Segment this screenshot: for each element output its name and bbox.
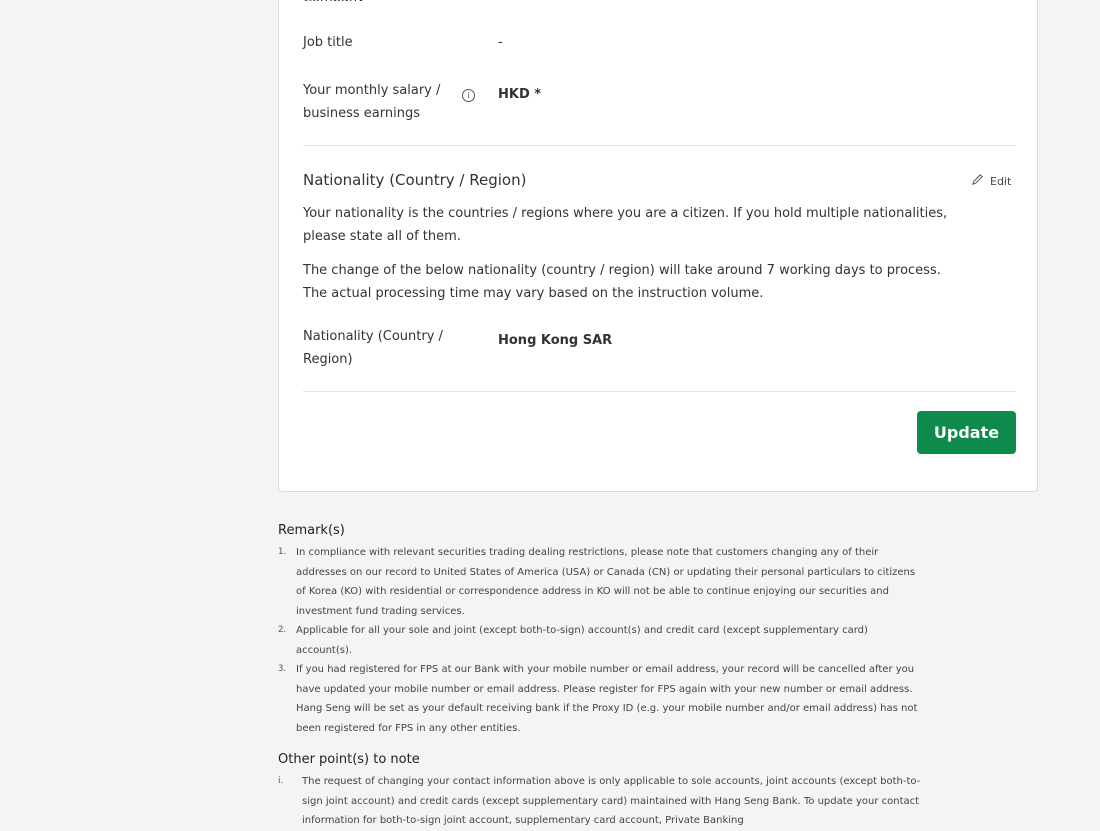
remarks-section (278, 523, 928, 738)
remark-item: 1. In compliance with relevant securities trading dealing restrictions, please note that customers changing any of their addresses on our record to United States of America (USA) or Canada (CN) or updating their personal particulars to citizens of Korea (KO) with residential or correspondence address in KO will not be able to continue enjoying our securities and investment fund trading services. (278, 547, 916, 617)
nationality-processing-note: The change of the below nationality (country / region) will take around 7 working days to process. The actual processing time may vary based on the instruction volume. (303, 263, 941, 301)
remark-item: 3. If you had registered for FPS at our Bank with your mobile number or email address, your record will be cancelled after you have updated your mobile number or email address. Please register for FPS again with your new number or email address. Hang Seng will be set as your default receiving bank if the Proxy ID (e.g. your mobile number and/or email address) has not been registered for FPS in any other entities. (278, 664, 918, 734)
other-points-section (278, 752, 938, 831)
divider (303, 145, 1016, 146)
update-button[interactable]: Update (917, 411, 1016, 454)
job-title-value: - (498, 35, 503, 50)
nationality-intro: Your nationality is the countries / regions where you are a citizen. If you hold multiple nationalities, please state all of them. (303, 206, 948, 244)
nationality-field-value: Hong Kong SAR (498, 333, 613, 348)
remark-item: 2. Applicable for all your sole and joint (except both-to-sign) account(s) and credit card (except supplementary card) account(s). (278, 625, 868, 656)
edit-label: Edit (990, 174, 1012, 188)
salary-value: HKD * (498, 87, 542, 102)
divider (303, 391, 1016, 392)
other-points-title: Other point(s) to note (278, 752, 420, 767)
personal-info-card (278, 0, 1038, 492)
salary-label: Your monthly salary / business earnings (303, 83, 441, 121)
info-icon[interactable]: i (462, 89, 475, 102)
edit-nationality-link[interactable] (971, 173, 1011, 189)
remarks-title: Remark(s) (278, 523, 345, 538)
company-label (303, 0, 365, 1)
nationality-section-title: Nationality (Country / Region) (303, 171, 527, 189)
job-title-label: Job title (303, 35, 353, 50)
nationality-field-label: Nationality (Country / Region) (303, 329, 443, 367)
other-point-item: i. The request of changing your contact information above is only applicable to sole accounts, joint accounts (except both-to-sign joint account) and credit cards (except supplementary card) maintained with Hang Seng Bank. To update your contact information for both-to-sign joint account, supplementary card account, Private Banking (278, 776, 921, 826)
pencil-icon (971, 173, 984, 189)
